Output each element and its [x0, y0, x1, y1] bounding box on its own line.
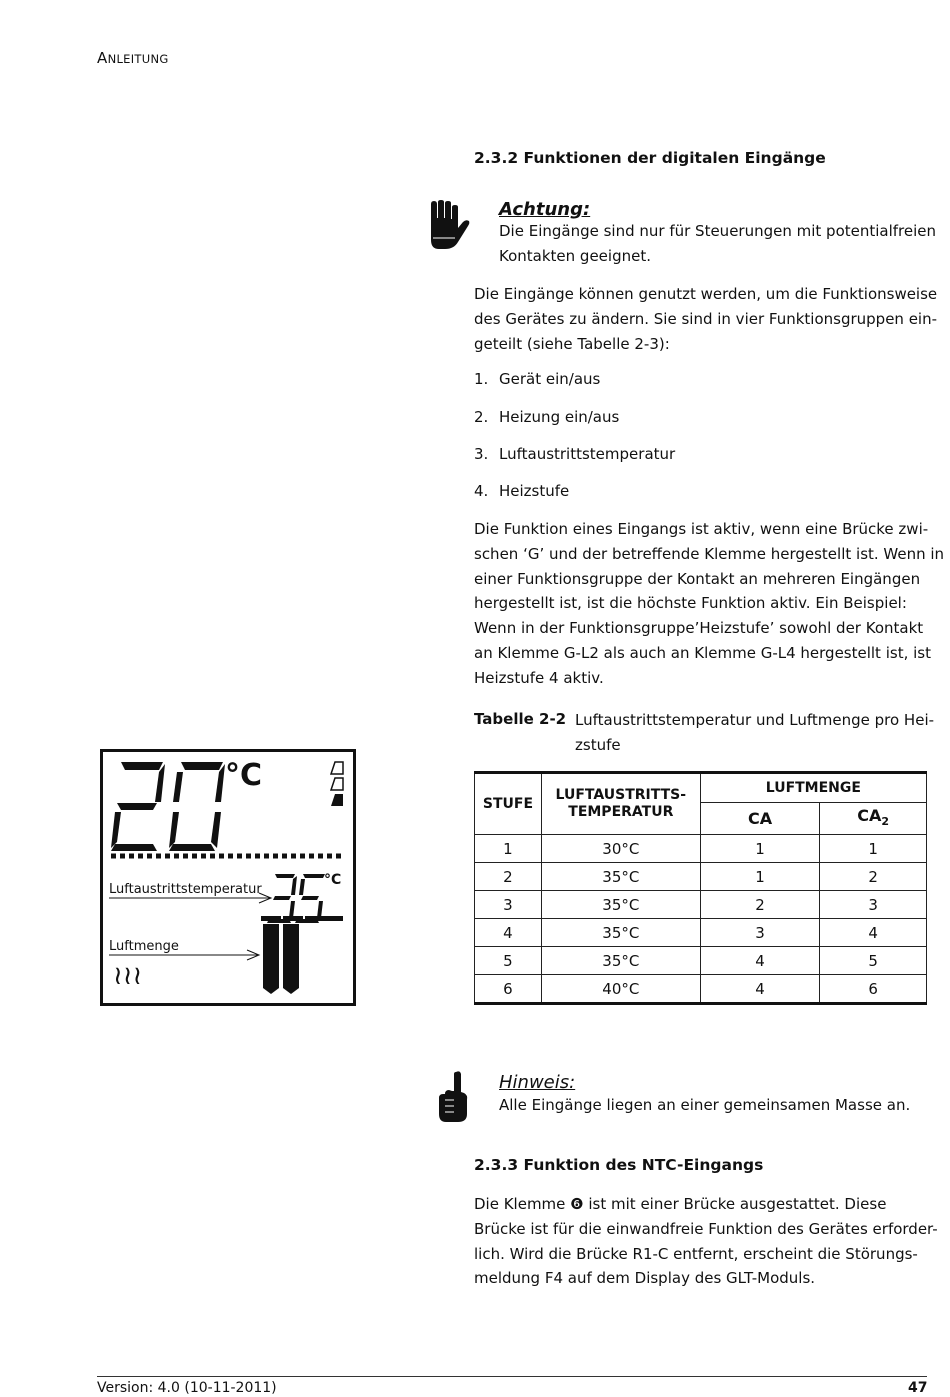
- header-temp-line: TEMPERATUR: [568, 804, 674, 820]
- list-item: [474, 445, 675, 463]
- cell: 3: [475, 891, 542, 919]
- heizstufe-table: [474, 771, 927, 1005]
- paragraph-line: Heizstufe 4 aktiv.: [474, 668, 604, 687]
- list-number: 3.: [474, 445, 489, 463]
- paragraph-line: lich. Wird die Brücke R1-C entfernt, erscheint die Störungs-: [474, 1244, 918, 1263]
- list-number: 2.: [474, 408, 489, 426]
- cell: 35°C: [541, 863, 700, 891]
- list-text: Luftaustrittstemperatur: [499, 445, 676, 463]
- lcd-small-unit: °C: [324, 872, 342, 888]
- paragraph-line: Brücke ist für die einwandfreie Funktion des Gerätes erforder-: [474, 1219, 938, 1238]
- caption-line: Luftaustrittstemperatur und Luftmenge pro Hei-: [575, 711, 935, 729]
- section-heading-232: 2.3.2 Funktionen der digitalen Eingänge: [474, 149, 826, 167]
- cell: 1: [820, 835, 927, 863]
- paragraph-line: einer Funktionsgruppe der Kontakt an mehreren Eingängen: [474, 569, 921, 588]
- table-caption-label: Tabelle 2-2: [474, 710, 567, 728]
- big-digit-0: [169, 762, 225, 851]
- cell: 1: [700, 863, 820, 891]
- header-luftmenge: LUFTMENGE: [700, 773, 926, 803]
- list-text: Heizung ein/aus: [499, 408, 620, 426]
- cell: 4: [700, 975, 820, 1004]
- cell: 1: [700, 835, 820, 863]
- cell: 35°C: [541, 891, 700, 919]
- pointing-hand-icon: [436, 1070, 470, 1124]
- list-text: Heizstufe: [499, 482, 570, 500]
- level-indicator-1: [331, 762, 343, 774]
- table-row: [475, 975, 927, 1004]
- cell: 4: [475, 919, 542, 947]
- list-text: Gerät ein/aus: [499, 370, 601, 388]
- hint-text: Alle Eingänge liegen an einer gemeinsamen Masse an.: [499, 1096, 911, 1114]
- cell: 40°C: [541, 975, 700, 1004]
- cell: 6: [475, 975, 542, 1004]
- intro-line: Die Eingänge können genutzt werden, um die Funktionsweise: [474, 285, 938, 303]
- list-item: [474, 370, 600, 388]
- cell: 4: [700, 947, 820, 975]
- warning-text: [499, 219, 936, 269]
- footer-version: Version: 4.0 (10-11-2011): [97, 1380, 277, 1396]
- lcd-label-temperature: Luftaustrittstemperatur: [109, 882, 262, 897]
- cell: 5: [475, 947, 542, 975]
- bar-segment: [305, 916, 325, 921]
- cell: 2: [475, 863, 542, 891]
- header-initial: A: [97, 49, 108, 67]
- table-caption-text: [575, 708, 934, 758]
- hint-title: Hinweis:: [499, 1072, 576, 1093]
- intro-paragraph: [474, 282, 937, 356]
- table-row: [475, 891, 927, 919]
- lcd-label-luftmenge: Luftmenge: [109, 939, 179, 954]
- cell: 4: [820, 919, 927, 947]
- list-item: [474, 482, 569, 500]
- small-digit-3: [267, 874, 297, 923]
- list-number: 4.: [474, 482, 489, 500]
- cell: 1: [475, 835, 542, 863]
- warning-line: Kontakten geeignet.: [499, 246, 651, 265]
- page-number: 47: [908, 1380, 928, 1396]
- header-ca2: [820, 803, 927, 835]
- airflow-bar-2: [283, 924, 299, 994]
- caption-line: zstufe: [575, 735, 621, 754]
- paragraph-line: meldung F4 auf dem Display des GLT-Moduls.: [474, 1269, 816, 1288]
- big-digit-2: [111, 762, 165, 851]
- cell: 6: [820, 975, 927, 1004]
- ntc-paragraph: [474, 1192, 938, 1291]
- lcd-display: [100, 749, 356, 1006]
- level-indicator-2: [331, 778, 343, 790]
- paragraph-line: schen ‘G’ und der betreffende Klemme hergestellt ist. Wenn in: [474, 544, 945, 563]
- header-ca2-text: CA: [857, 805, 882, 825]
- warning-hand-icon: [425, 200, 471, 252]
- running-header: [97, 49, 169, 67]
- bar-segment: [261, 916, 281, 921]
- paragraph-line: an Klemme G-L2 als auch an Klemme G-L4 hergestellt ist, ist: [474, 643, 931, 662]
- function-paragraph: [474, 517, 944, 691]
- lcd-big-unit: °C: [225, 758, 263, 793]
- cell: 3: [700, 919, 820, 947]
- cell: 35°C: [541, 947, 700, 975]
- cell: 2: [700, 891, 820, 919]
- section-heading-233: 2.3.3 Funktion des NTC-Eingangs: [474, 1156, 764, 1174]
- paragraph-line: hergestellt ist, ist die höchste Funktion aktiv. Ein Beispiel:: [474, 594, 907, 613]
- footer-rule: [97, 1376, 927, 1377]
- header-rest: NLEITUNG: [107, 52, 169, 66]
- paragraph-line: Die Klemme ❻ ist mit einer Brücke ausgestattet. Diese: [474, 1195, 887, 1213]
- small-digit-5: [295, 874, 325, 923]
- list-item: [474, 408, 619, 426]
- heat-waves-icon: ≀≀≀: [113, 961, 143, 991]
- cell: 30°C: [541, 835, 700, 863]
- header-stufe: STUFE: [475, 773, 542, 835]
- paragraph-line: Wenn in der Funktionsgruppe’Heizstufe’ sowohl der Kontakt: [474, 619, 924, 638]
- cell: 3: [820, 891, 927, 919]
- cell: 35°C: [541, 919, 700, 947]
- intro-line: des Gerätes zu ändern. Sie sind in vier Funktionsgruppen ein-: [474, 309, 938, 328]
- table-row: [475, 835, 927, 863]
- table-row: [475, 919, 927, 947]
- header-ca2-sub: 2: [881, 815, 890, 829]
- intro-line: geteilt (siehe Tabelle 2-3):: [474, 334, 670, 353]
- table-row: [475, 863, 927, 891]
- list-number: 1.: [474, 370, 489, 388]
- warning-line: Die Eingänge sind nur für Steuerungen mit potentialfreien: [499, 222, 937, 240]
- level-indicator-3: [331, 794, 343, 806]
- header-temperatur: [541, 773, 700, 835]
- table-row: [475, 947, 927, 975]
- header-ca: CA: [700, 803, 820, 835]
- bar-segment: [325, 916, 343, 921]
- warning-title: Achtung:: [499, 199, 591, 220]
- airflow-bar-1: [263, 924, 279, 994]
- bar-segment: [283, 916, 303, 921]
- header-temp-line: LUFTAUSTRITTS-: [555, 787, 687, 803]
- paragraph-line: Die Funktion eines Eingangs ist aktiv, wenn eine Brücke zwi-: [474, 520, 929, 538]
- cell: 2: [820, 863, 927, 891]
- cell: 5: [820, 947, 927, 975]
